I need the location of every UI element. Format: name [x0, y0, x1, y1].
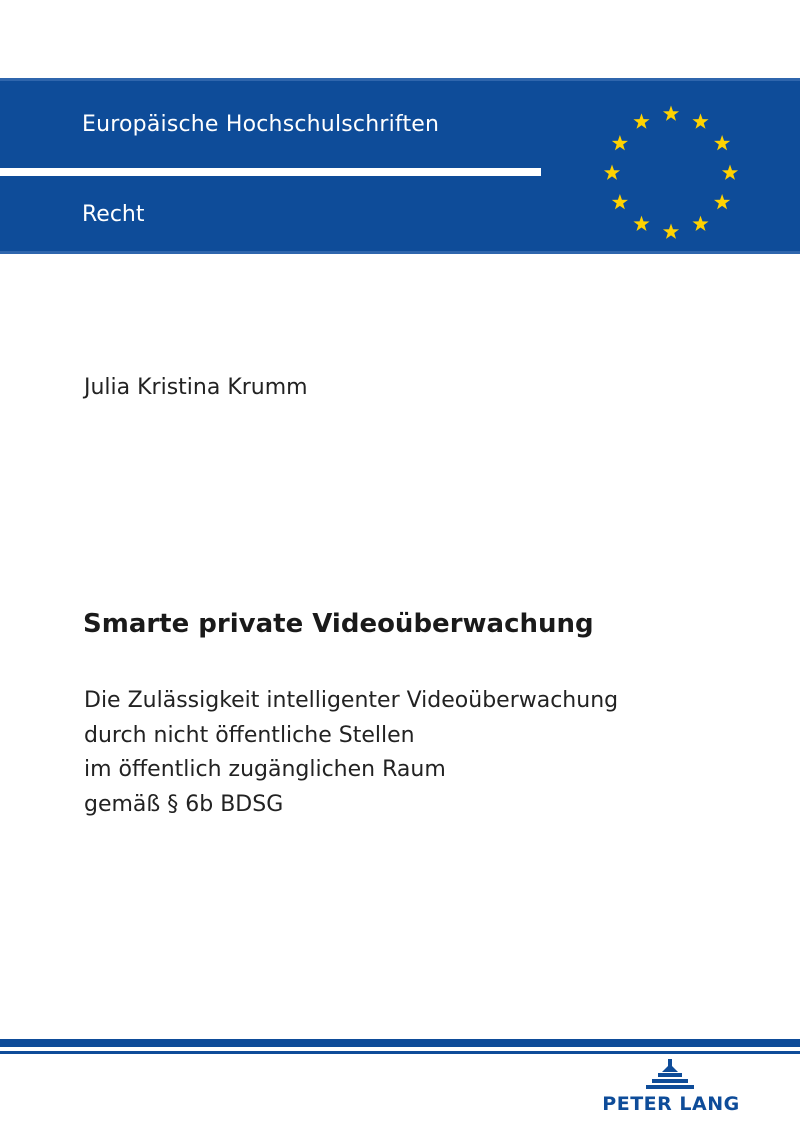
eu-star-icon [612, 135, 628, 150]
eu-stars-icon [596, 98, 746, 248]
bottom-rule-thin [0, 1051, 800, 1054]
publisher-name: PETER LANG [602, 1093, 740, 1115]
eu-star-icon [663, 106, 679, 121]
book-subtitle-line: Die Zulässigkeit intelligenter Videoüberwachung [84, 688, 619, 713]
series-banner [0, 78, 800, 254]
series-title: Europäische Hochschulschriften [82, 112, 440, 137]
bottom-rule [0, 1039, 800, 1047]
eu-star-icon [722, 165, 738, 180]
book-subtitle-line: gemäß § 6b BDSG [84, 791, 284, 817]
author-name: Julia Kristina Krumm [84, 375, 308, 400]
eu-star-icon [604, 165, 620, 180]
eu-star-icon [714, 194, 730, 209]
book-subtitle-line: durch nicht öffentliche Stellen [84, 722, 415, 748]
book-subtitle [84, 684, 764, 822]
eu-star-icon [692, 113, 708, 128]
eu-star-icon [633, 216, 649, 231]
eu-star-icon [714, 135, 730, 150]
series-subtitle: Recht [82, 202, 145, 227]
book-subtitle-line: im öffentlich zugänglichen Raum [84, 757, 446, 782]
peter-lang-logo-icon [640, 1058, 700, 1090]
banner-divider [0, 168, 541, 176]
eu-star-icon [692, 216, 708, 231]
eu-star-icon [663, 224, 679, 239]
eu-star-icon [612, 194, 628, 209]
eu-star-icon [633, 113, 649, 128]
book-title: Smarte private Videoüberwachung [83, 609, 594, 639]
